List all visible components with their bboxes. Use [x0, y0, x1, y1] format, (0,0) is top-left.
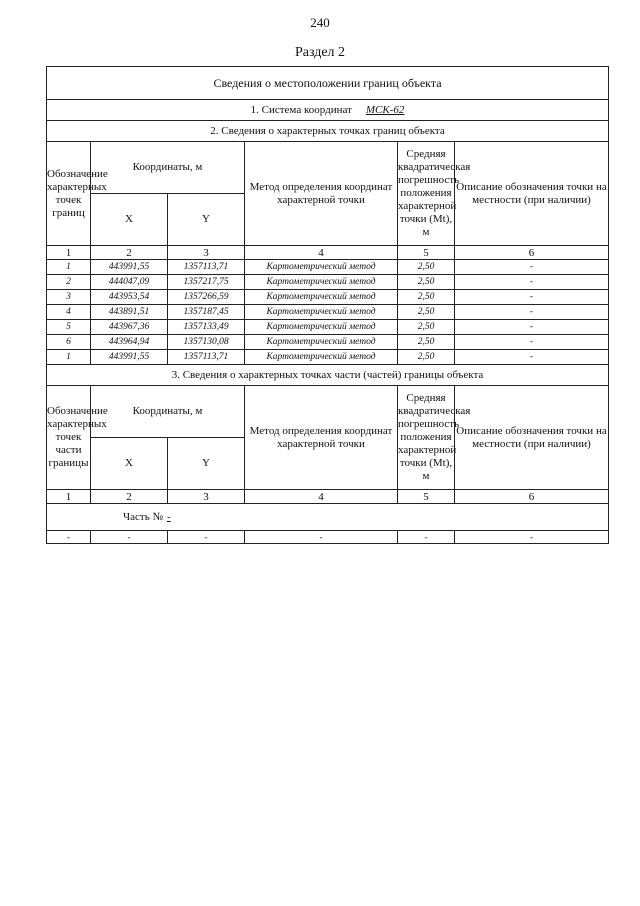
column-number: 3 — [168, 490, 245, 504]
table-row — [47, 305, 609, 320]
point-method: Картометрический метод — [245, 335, 398, 350]
table-row — [47, 350, 609, 365]
table-row — [47, 335, 609, 350]
header-method: Метод определения координат характерной точки — [245, 386, 398, 490]
column-number: 4 — [245, 246, 398, 260]
point-mt: 2,50 — [398, 350, 455, 365]
header-point-designation: Обозначение характерных точек границ — [47, 142, 91, 246]
point-mt: 2,50 — [398, 290, 455, 305]
point-desc: - — [455, 335, 609, 350]
point-desc: - — [455, 290, 609, 305]
header-coordinates: Координаты, м — [91, 386, 245, 438]
section3-title: 3. Сведения о характерных точках части (частей) границы объекта — [47, 365, 609, 386]
page-number: 240 — [310, 15, 330, 30]
point-y: 1357217,75 — [168, 275, 245, 290]
point-id: 4 — [47, 305, 91, 320]
boundaries-table — [46, 66, 609, 544]
point-id: 1 — [47, 260, 91, 275]
column-number: 5 — [398, 490, 455, 504]
column-number: 1 — [47, 246, 91, 260]
point-mt: 2,50 — [398, 320, 455, 335]
header-y: Y — [168, 194, 245, 246]
point-method: Картометрический метод — [245, 350, 398, 365]
point-x: 443964,94 — [91, 335, 168, 350]
section2-title: 2. Сведения о характерных точках границ объекта — [47, 121, 609, 142]
table-row — [47, 275, 609, 290]
point-mt: 2,50 — [398, 305, 455, 320]
part-cell: - — [245, 531, 398, 544]
column-number: 2 — [91, 246, 168, 260]
part-cell: - — [168, 531, 245, 544]
coord-system-value: МСК-62 — [365, 104, 405, 116]
point-desc: - — [455, 275, 609, 290]
point-mt: 2,50 — [398, 275, 455, 290]
column-number: 2 — [91, 490, 168, 504]
table-row — [47, 320, 609, 335]
point-id: 1 — [47, 350, 91, 365]
point-y: 1357113,71 — [168, 260, 245, 275]
point-y: 1357133,49 — [168, 320, 245, 335]
column-number: 4 — [245, 490, 398, 504]
point-desc: - — [455, 320, 609, 335]
point-x: 443991,55 — [91, 260, 168, 275]
coord-system-row — [47, 100, 609, 121]
column-number-row — [47, 246, 609, 260]
column-number: 6 — [455, 490, 609, 504]
header-point-designation-part: Обозначение характерных точек части границы — [47, 386, 91, 490]
point-id: 2 — [47, 275, 91, 290]
point-y: 1357113,71 — [168, 350, 245, 365]
part-row — [47, 504, 609, 531]
header-coordinates: Координаты, м — [91, 142, 245, 194]
point-mt: 2,50 — [398, 260, 455, 275]
point-x: 443991,55 — [91, 350, 168, 365]
table-row — [47, 531, 609, 544]
part-cell: - — [398, 531, 455, 544]
point-id: 5 — [47, 320, 91, 335]
table-row — [47, 260, 609, 275]
column-number: 5 — [398, 246, 455, 260]
part-value: - — [166, 511, 171, 523]
header-method: Метод определения координат характерной точки — [245, 142, 398, 246]
point-method: Картометрический метод — [245, 275, 398, 290]
point-x: 443891,51 — [91, 305, 168, 320]
point-desc: - — [455, 350, 609, 365]
part-cell: - — [47, 531, 91, 544]
point-method: Картометрический метод — [245, 320, 398, 335]
header-description: Описание обозначения точки на местности (при наличии) — [455, 142, 609, 246]
point-x: 443967,36 — [91, 320, 168, 335]
header-x: X — [91, 194, 168, 246]
section-title: Раздел 2 — [294, 45, 346, 60]
part-label: Часть № — [123, 511, 163, 523]
point-y: 1357266,59 — [168, 290, 245, 305]
column-number: 6 — [455, 246, 609, 260]
part-cell: - — [91, 531, 168, 544]
point-x: 443953,54 — [91, 290, 168, 305]
part-cell: - — [455, 531, 609, 544]
column-number: 1 — [47, 490, 91, 504]
point-method: Картометрический метод — [245, 290, 398, 305]
point-y: 1357130,08 — [168, 335, 245, 350]
point-y: 1357187,45 — [168, 305, 245, 320]
table-title: Сведения о местоположении границ объекта — [47, 67, 609, 100]
point-x: 444047,09 — [91, 275, 168, 290]
header-accuracy: Средняя квадратическая погрешность положения характерной точки (Mt), м — [398, 386, 455, 490]
point-method: Картометрический метод — [245, 260, 398, 275]
coord-system-label: 1. Система координат — [250, 104, 352, 116]
point-desc: - — [455, 305, 609, 320]
header-description: Описание обозначения точки на местности (при наличии) — [455, 386, 609, 490]
column-number-row — [47, 490, 609, 504]
point-desc: - — [455, 260, 609, 275]
point-method: Картометрический метод — [245, 305, 398, 320]
column-number: 3 — [168, 246, 245, 260]
header-x: X — [91, 438, 168, 490]
header-y: Y — [168, 438, 245, 490]
table-row — [47, 290, 609, 305]
point-id: 6 — [47, 335, 91, 350]
point-mt: 2,50 — [398, 335, 455, 350]
header-accuracy: Средняя квадратическая погрешность положения характерной точки (Mt), м — [398, 142, 455, 246]
point-id: 3 — [47, 290, 91, 305]
